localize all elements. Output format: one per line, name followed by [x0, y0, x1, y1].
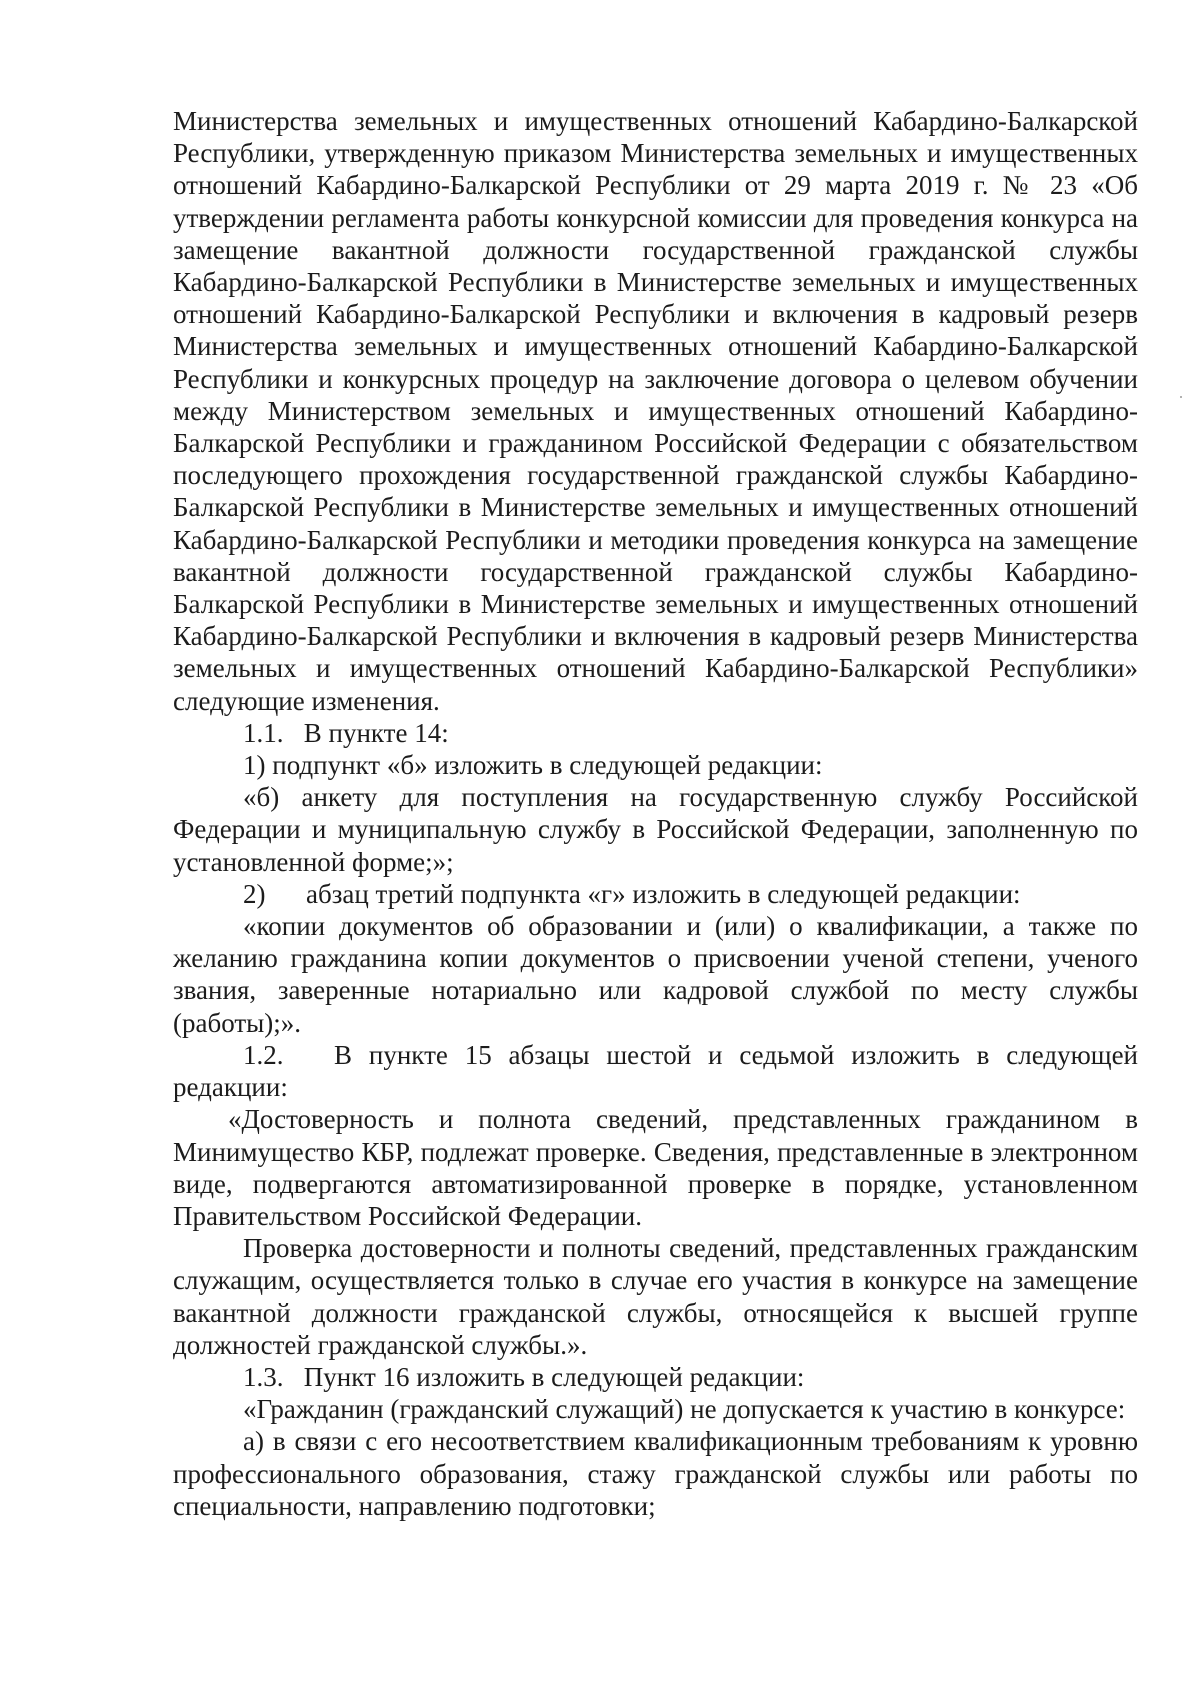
paragraph-quote-reliability: «Достоверность и полнота сведений, представленных гражданином в Минимущество КБР, подлежат проверке. Сведения, представленные в электронном виде, подвергаются автоматизированной проверке в порядке, установленном Правительством Российской Федерации. — [173, 1104, 1138, 1231]
paragraph-item-1-2: 1.2. В пункте 15 абзацы шестой и седьмой изложить в следующей редакции: — [173, 1039, 1138, 1103]
paragraph-subitem-2: 2) абзац третий подпункта «г» изложить в следующей редакции: — [243, 878, 1021, 909]
paragraph-subitem-b-text: «б) анкету для поступления на государственную службу Российской Федерации и муниципальную службу в Российской Федерации, заполненную по установленной форме;»; — [173, 782, 1138, 877]
paragraph-subitem-g-text: «копии документов об образовании и (или) о квалификации, а также по желанию гражданина копии документов о присвоении ученой степени, ученого звания, заверенные нотариально или кадровой службой по месту службы (работы);». — [173, 911, 1138, 1038]
paragraph-quote-citizen: «Гражданин (гражданский служащий) не допускается к участию в конкурсе: — [243, 1394, 1126, 1425]
paragraph-quote-verification: Проверка достоверности и полноты сведений, представленных гражданским служащим, осуществляется только в случае его участия в конкурсе на замещение вакантной должности гражданской службы, относящейся к высшей группе должностей гражданской службы.». — [173, 1233, 1138, 1360]
paragraph-item-1-1: 1.1. В пункте 14: — [243, 717, 449, 748]
paragraph-subitem-a: а) в связи с его несоответствием квалификационным требованиям к уровню профессионального образования, стажу гражданской службы или работы по специальности, направлению подготовки; — [173, 1426, 1138, 1521]
paragraph-item-1-3: 1.3. Пункт 16 изложить в следующей редакции: — [243, 1361, 805, 1392]
paragraph-intro: Министерства земельных и имущественных отношений Кабардино-Балкарской Республики, утвержденную приказом Министерства земельных и имущественных отношений Кабардино-Балкарской Республики от 29 марта 2019 г. № 23 «Об утверждении регламента работы конкурсной комиссии для проведения конкурса на замещение вакантной должности государственной гражданской службы Кабардино-Балкарской Республики в Министерстве земельных и имущественных отношений Кабардино-Балкарской Республики и включения в кадровый резерв Министерства земельных и имущественных отношений Кабардино-Балкарской Республики и конкурсных процедур на заключение договора о целевом обучении между Министерством земельных и имущественных отношений Кабардино-Балкарской Республики и гражданином Российской Федерации с обязательством последующего прохождения государственной гражданской службы Кабардино-Балкарской Республики в Министерстве земельных и имущественных отношений Кабардино-Балкарской Республики и методики проведения конкурса на замещение вакантной должности государственной гражданской службы Кабардино-Балкарской Республики в Министерстве земельных и имущественных отношений Кабардино-Балкарской Республики и включения в кадровый резерв Министерства земельных и имущественных отношений Кабардино-Балкарской Республики» следующие изменения. — [173, 106, 1138, 716]
paragraph-subitem-1: 1) подпункт «б» изложить в следующей редакции: — [243, 750, 823, 781]
scan-speck — [1180, 396, 1182, 398]
document-body — [173, 105, 1138, 1522]
